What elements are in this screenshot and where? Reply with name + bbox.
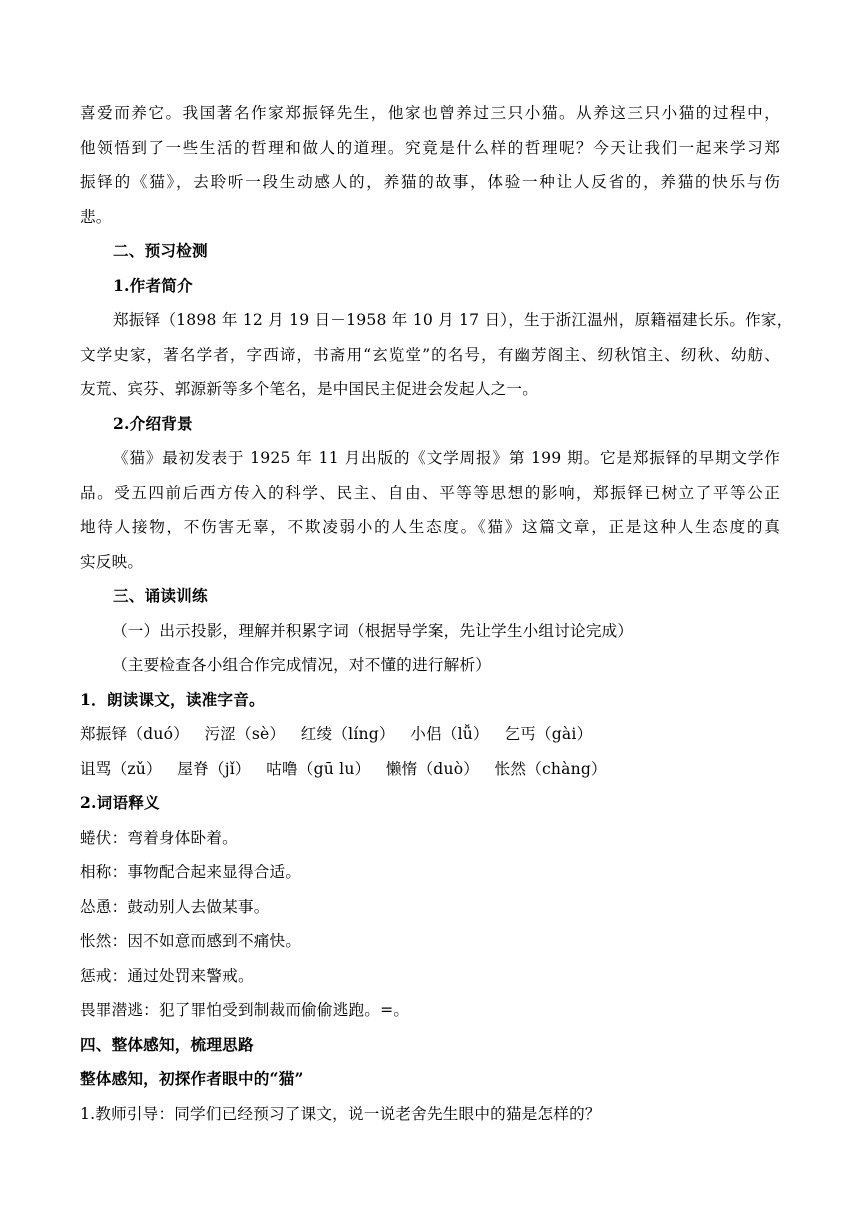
vocab-item: 惩戒：通过处罚来警戒。 <box>80 966 254 985</box>
background-line-1: 《猫》最初发表于 1925 年 11 月出版的《文学周报》第 199 期。它是郑振铎的早期文学作 <box>113 449 780 467</box>
pinyin-word: 污涩（sè） <box>204 725 286 743</box>
vocab-heading: 2.词语释义 <box>80 793 160 812</box>
intro-line-1: 喜爱而养它。我国著名作家郑振铎先生，他家也曾养过三只小猫。从养这三只小猫的过程中， <box>80 104 780 122</box>
pinyin-word: 屋脊（jǐ） <box>177 759 251 778</box>
author-line-1: 郑振铎（1898 年 12 月 19 日－1958 年 10 月 17 日），生于浙江温州，原籍福建长乐。作家， <box>113 311 793 329</box>
background-line-2: 品。受五四前后西方传入的科学、民主、自由、平等等思想的影响，郑振铎已树立了平等公正 <box>80 483 780 502</box>
vocab-item: 怂恿：鼓动别人去做某事。 <box>80 897 270 916</box>
section-4-heading: 四、整体感知，梳理思路 <box>80 1034 254 1054</box>
teacher-guide-line: 1.教师引导：同学们已经预习了课文，说一说老舍先生眼中的猫是怎样的？ <box>80 1104 601 1123</box>
section-3-heading: 三、诵读训练 <box>113 586 208 605</box>
group-check-note: （主要检查各小组合作完成情况，对不懂的进行解析） <box>112 656 492 674</box>
author-line-2: 文学史家，著名学者，字西谛，书斋用“玄览堂”的名号，有幽芳阁主、纫秋馆主、纫秋、幼舫、 <box>80 345 780 364</box>
read-aloud-heading: 1．朗读课文，读准字音。 <box>80 689 265 709</box>
pinyin-word: 红绫（líng） <box>300 725 395 743</box>
pinyin-word: 懒惰（duò） <box>385 759 480 778</box>
background-heading: 2.介绍背景 <box>113 413 193 433</box>
author-intro-heading: 1.作者简介 <box>113 275 193 295</box>
pinyin-word: 诅骂（zǔ） <box>80 759 162 778</box>
author-line-3: 友荒、宾芬、郭源新等多个笔名，是中国民主促进会发起人之一。 <box>80 380 539 398</box>
pinyin-word: 乞丐（gài） <box>504 725 593 743</box>
intro-line-2: 他领悟到了一些生活的哲理和做人的道理。究竟是什么样的哲理呢？今天让我们一起来学习郑 <box>80 138 780 157</box>
vocab-item: 相称：事物配合起来显得合适。 <box>80 863 302 881</box>
vocab-item: 蜷伏：弯着身体卧着。 <box>80 828 238 847</box>
pinyin-row-2 <box>80 752 780 787</box>
section-4-subheading: 整体感知，初探作者眼中的“猫” <box>80 1069 304 1088</box>
vocab-item: 怅然：因不如意而感到不痛快。 <box>80 932 302 950</box>
intro-line-3: 振铎的《猫》，去聆听一段生动感人的，养猫的故事，体验一种让人反省的，养猫的快乐与伤 <box>80 173 780 191</box>
document-body <box>80 96 793 1131</box>
background-line-4: 实反映。 <box>80 552 144 571</box>
intro-line-4: 悲。 <box>80 207 112 226</box>
pinyin-word: 咕噜（gū lu） <box>266 759 371 778</box>
pinyin-word: 怅然（chàng） <box>494 759 607 778</box>
pinyin-word: 小侣（lǚ） <box>410 725 489 743</box>
projection-note: （一）出示投影，理解并积累字词（根据导学案，先让学生小组讨论完成） <box>112 621 634 640</box>
section-2-heading: 二、预习检测 <box>113 241 208 260</box>
background-line-3: 地待人接物，不伤害无辜，不欺凌弱小的人生态度。《猫》这篇文章，正是这种人生态度的真 <box>80 518 780 536</box>
pinyin-word: 郑振铎（duó） <box>80 725 189 743</box>
vocab-item: 畏罪潜逃：犯了罪怕受到制裁而偷偷逃跑。=。 <box>80 1001 410 1019</box>
pinyin-row-1 <box>80 717 780 752</box>
